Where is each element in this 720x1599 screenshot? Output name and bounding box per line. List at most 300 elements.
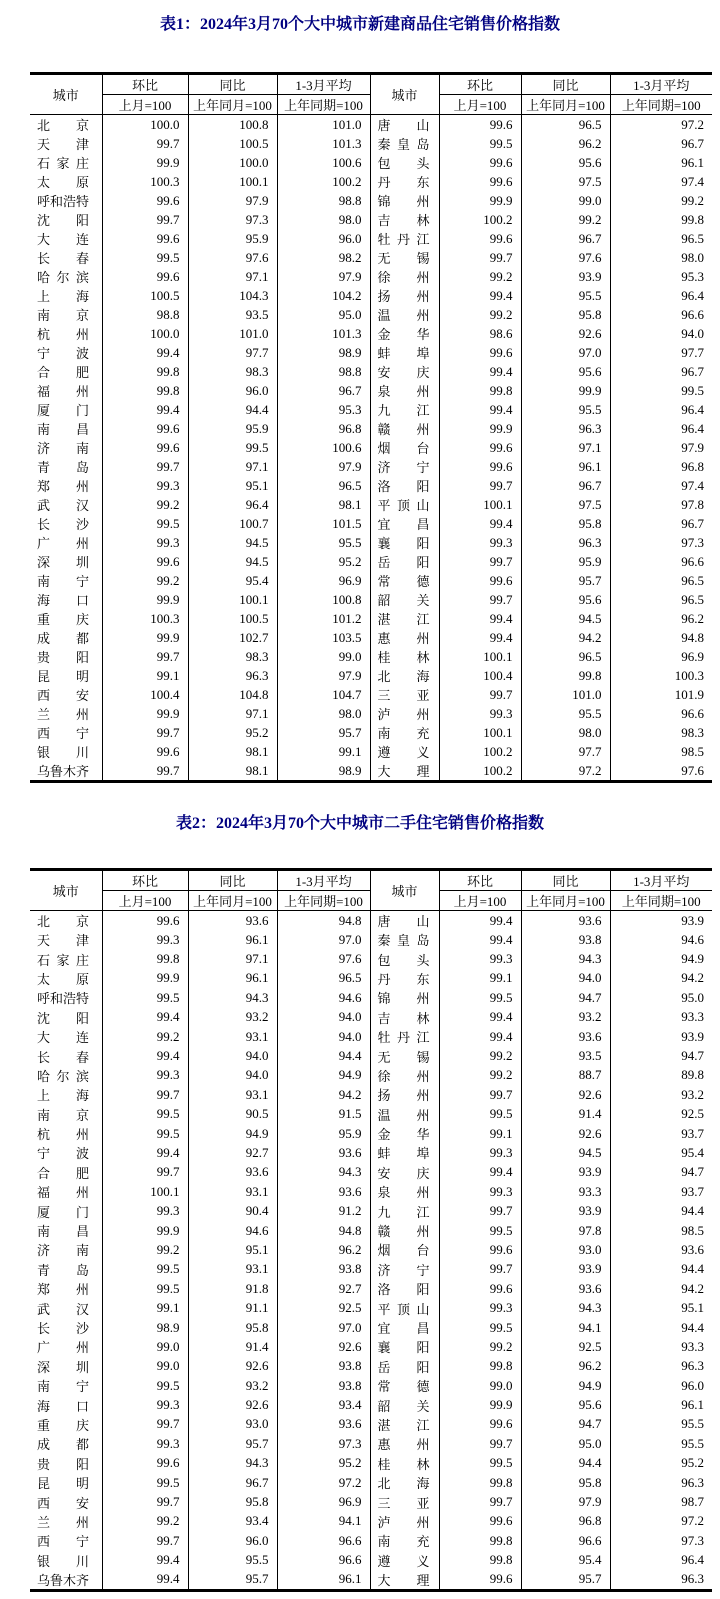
column-header-avg: 1-3月平均 [610,74,712,95]
value-cell: 99.9 [102,628,188,647]
value-cell: 99.4 [439,628,521,647]
value-cell: 98.8 [277,362,370,381]
value-cell: 99.7 [439,685,521,704]
value-cell: 94.5 [188,552,277,571]
value-cell: 99.2 [102,1027,188,1046]
city-name: 武汉 [37,498,89,513]
city-name: 牡丹江 [377,1030,430,1046]
table-row [30,1046,712,1065]
value-cell: 96.2 [610,609,712,628]
city-cell [370,381,439,400]
city-name: 厦门 [37,1204,89,1220]
city-name: 福州 [37,384,89,399]
value-cell: 99.6 [439,115,521,135]
value-cell: 100.3 [102,609,188,628]
city-name: 包头 [377,156,430,171]
value-cell: 100.1 [439,647,521,666]
value-cell: 93.2 [188,1008,277,1027]
table-row [30,1008,712,1027]
value-cell: 99.9 [102,704,188,723]
value-cell: 99.8 [439,1473,521,1492]
value-cell: 99.3 [102,930,188,949]
value-cell: 100.1 [439,723,521,742]
city-name: 南昌 [37,1224,89,1240]
city-name: 大连 [37,232,89,247]
value-cell: 100.8 [188,115,277,135]
value-cell: 95.6 [521,153,610,172]
value-cell: 99.2 [102,571,188,590]
table-row [30,438,712,457]
value-cell: 94.2 [610,1279,712,1298]
value-cell: 99.7 [102,1415,188,1434]
value-cell: 93.2 [521,1008,610,1027]
value-cell: 99.7 [102,457,188,476]
value-cell: 94.9 [188,1124,277,1143]
value-cell: 99.9 [439,1395,521,1414]
column-header-mom: 环比 [102,870,188,891]
value-cell: 97.3 [610,533,712,552]
value-cell: 99.6 [439,457,521,476]
city-cell [30,115,102,135]
table-row [30,969,712,988]
value-cell: 95.1 [610,1298,712,1317]
value-cell: 96.3 [521,419,610,438]
value-cell: 94.8 [277,911,370,931]
value-cell: 94.0 [277,1008,370,1027]
city-name: 徐州 [377,270,430,285]
city-cell [370,1105,439,1124]
column-header-avg-base: 上年同期=100 [610,891,712,911]
value-cell: 99.9 [102,590,188,609]
city-cell [370,911,439,931]
value-cell: 94.9 [610,949,712,968]
city-name: 扬州 [377,289,430,304]
value-cell: 96.3 [188,666,277,685]
value-cell: 93.3 [521,1182,610,1201]
value-cell: 94.4 [277,1046,370,1065]
city-cell [30,969,102,988]
city-cell [370,1357,439,1376]
table-row [30,324,712,343]
column-header-city: 城市 [30,74,102,115]
value-cell: 96.7 [277,381,370,400]
value-cell: 95.5 [610,1415,712,1434]
city-name: 南充 [377,726,430,741]
city-name: 长沙 [37,517,89,532]
value-cell: 99.8 [102,362,188,381]
city-cell [370,438,439,457]
value-cell: 99.7 [439,1260,521,1279]
city-cell [30,457,102,476]
value-cell: 99.6 [102,438,188,457]
value-cell: 98.9 [277,343,370,362]
city-name: 青岛 [37,1262,89,1278]
table-row [30,590,712,609]
value-cell: 99.5 [439,988,521,1007]
city-name: 惠州 [377,1437,430,1453]
city-cell [370,286,439,305]
value-cell: 104.2 [277,286,370,305]
value-cell: 100.1 [102,1182,188,1201]
value-cell: 99.7 [102,134,188,153]
value-cell: 99.3 [102,1434,188,1453]
city-name: 赣州 [377,1224,430,1240]
value-cell: 93.1 [188,1085,277,1104]
city-cell [370,305,439,324]
city-cell [30,571,102,590]
value-cell: 95.5 [277,533,370,552]
column-header-avg-base: 上年同期=100 [610,95,712,115]
city-cell [370,590,439,609]
value-cell: 99.6 [102,911,188,931]
value-cell: 99.1 [439,1124,521,1143]
value-cell: 93.1 [188,1260,277,1279]
value-cell: 93.6 [277,1415,370,1434]
value-cell: 93.1 [188,1027,277,1046]
value-cell: 96.6 [277,1531,370,1550]
value-cell: 94.7 [610,1046,712,1065]
value-cell: 101.3 [277,324,370,343]
value-cell: 99.9 [102,969,188,988]
value-cell: 97.9 [277,666,370,685]
value-cell: 91.2 [277,1201,370,1220]
city-name: 锦州 [377,991,430,1007]
city-name: 三亚 [377,688,430,703]
value-cell: 96.8 [277,419,370,438]
table-row [30,628,712,647]
value-cell: 96.3 [610,1473,712,1492]
value-cell: 96.5 [521,115,610,135]
value-cell: 99.4 [102,343,188,362]
city-cell [370,419,439,438]
value-cell: 98.7 [610,1492,712,1511]
value-cell: 99.1 [102,666,188,685]
table-row [30,381,712,400]
value-cell: 99.9 [439,419,521,438]
value-cell: 93.8 [277,1376,370,1395]
value-cell: 98.3 [188,362,277,381]
value-cell: 98.8 [277,191,370,210]
value-cell: 99.4 [102,1143,188,1162]
table-row [30,1240,712,1259]
column-header-yoy: 同比 [188,74,277,95]
city-cell [370,609,439,628]
value-cell: 96.4 [610,1551,712,1570]
table-row [30,1337,712,1356]
city-cell [370,1279,439,1298]
city-name: 大理 [377,1572,430,1588]
city-name: 重庆 [37,612,89,627]
city-name: 济宁 [377,460,430,475]
value-cell: 96.9 [610,647,712,666]
city-name: 丹东 [377,175,430,190]
value-cell: 98.1 [188,761,277,782]
second-hand-homes-price-index-table [30,868,712,1592]
value-cell: 95.4 [188,571,277,590]
column-header-mom-base: 上月=100 [102,95,188,115]
value-cell: 92.7 [277,1279,370,1298]
city-cell [370,229,439,248]
value-cell: 99.8 [102,381,188,400]
city-name: 长春 [37,1049,89,1065]
value-cell: 95.7 [277,723,370,742]
value-cell: 99.6 [439,1279,521,1298]
city-cell [30,628,102,647]
table-row [30,1085,712,1104]
value-cell: 89.8 [610,1066,712,1085]
value-cell: 95.7 [521,571,610,590]
city-name: 成都 [37,631,89,646]
table-row [30,286,712,305]
column-header-mom-base: 上月=100 [439,891,521,911]
value-cell: 93.6 [521,911,610,931]
city-name: 泉州 [377,384,430,399]
value-cell: 94.5 [521,1143,610,1162]
value-cell: 99.5 [102,1473,188,1492]
city-cell [30,1473,102,1492]
value-cell: 99.5 [102,248,188,267]
table2-title: 表2：2024年3月70个大中城市二手住宅销售价格指数 [175,815,544,832]
value-cell: 96.8 [521,1512,610,1531]
city-name: 北海 [377,669,430,684]
column-header-yoy: 同比 [521,74,610,95]
city-name: 深圳 [37,1359,89,1375]
city-name: 岳阳 [377,1359,430,1375]
value-cell: 99.5 [102,1376,188,1395]
table-row [30,457,712,476]
table1-title: 表1：2024年3月70个大中城市新建商品住宅销售价格指数 [159,16,560,33]
city-cell [370,647,439,666]
value-cell: 94.1 [521,1318,610,1337]
city-cell [30,419,102,438]
city-name: 贵阳 [37,1456,89,1472]
value-cell: 99.6 [102,742,188,761]
value-cell: 98.9 [277,761,370,782]
value-cell: 95.9 [521,552,610,571]
value-cell: 94.4 [610,1318,712,1337]
city-name: 宜昌 [377,517,430,532]
city-name: 安庆 [377,1165,430,1181]
city-name: 兰州 [37,1514,89,1530]
city-name: 西宁 [37,1534,89,1550]
value-cell: 96.6 [610,552,712,571]
value-cell: 99.7 [439,1434,521,1453]
city-name: 青岛 [37,460,89,475]
value-cell: 95.0 [277,305,370,324]
value-cell: 99.0 [439,1376,521,1395]
value-cell: 99.0 [102,1337,188,1356]
value-cell: 96.1 [188,930,277,949]
city-cell [370,1163,439,1182]
city-name: 南宁 [37,1379,89,1395]
city-cell [30,1551,102,1570]
city-name: 温州 [377,1107,430,1123]
value-cell: 96.0 [188,1531,277,1550]
city-name: 呼和浩特 [37,991,90,1007]
city-cell [30,552,102,571]
city-name: 太原 [37,175,89,190]
city-cell [30,1066,102,1085]
city-cell [370,134,439,153]
city-name: 九江 [377,1204,430,1220]
value-cell: 94.2 [277,1085,370,1104]
city-cell [30,1454,102,1473]
new-homes-price-index-table [30,72,712,783]
value-cell: 99.4 [439,930,521,949]
value-cell: 99.2 [439,1337,521,1356]
city-cell [370,1337,439,1356]
city-cell [370,495,439,514]
table-row [30,1066,712,1085]
value-cell: 99.4 [439,911,521,931]
table-row [30,571,712,590]
city-cell [30,1085,102,1104]
value-cell: 99.4 [102,1551,188,1570]
value-cell: 97.7 [521,742,610,761]
city-cell [30,1434,102,1453]
column-header-avg: 1-3月平均 [277,74,370,95]
value-cell: 98.1 [188,742,277,761]
table-row [30,1376,712,1395]
value-cell: 98.0 [277,704,370,723]
table-row [30,1434,712,1453]
value-cell: 95.7 [188,1434,277,1453]
value-cell: 99.3 [439,1298,521,1317]
value-cell: 94.9 [277,1066,370,1085]
column-header-mom: 环比 [439,870,521,891]
city-cell [30,1027,102,1046]
city-cell [370,628,439,647]
value-cell: 94.4 [188,400,277,419]
city-name: 唐山 [377,914,430,929]
value-cell: 103.5 [277,628,370,647]
value-cell: 99.4 [439,400,521,419]
city-name: 济南 [37,1243,89,1259]
city-name: 吉林 [377,213,430,228]
city-name: 合肥 [37,365,89,380]
value-cell: 95.7 [521,1570,610,1591]
value-cell: 96.4 [610,286,712,305]
column-header-city: 城市 [370,74,439,115]
value-cell: 96.3 [610,1357,712,1376]
value-cell: 96.0 [188,381,277,400]
value-cell: 93.5 [188,305,277,324]
table-row [30,761,712,782]
city-cell [370,1046,439,1065]
city-cell [370,1454,439,1473]
city-name: 遵义 [377,1553,430,1569]
city-name: 太原 [37,971,89,987]
value-cell: 100.3 [102,172,188,191]
value-cell: 95.4 [610,1143,712,1162]
city-cell [30,988,102,1007]
value-cell: 99.7 [439,1085,521,1104]
value-cell: 94.0 [277,1027,370,1046]
value-cell: 96.1 [188,969,277,988]
city-cell [30,1395,102,1414]
city-cell [370,172,439,191]
value-cell: 97.1 [188,704,277,723]
value-cell: 96.9 [277,1492,370,1511]
table-row [30,1454,712,1473]
column-header-avg: 1-3月平均 [277,870,370,891]
value-cell: 100.1 [439,495,521,514]
value-cell: 93.2 [188,1376,277,1395]
city-name: 南昌 [37,422,89,437]
city-cell [30,400,102,419]
city-cell [30,1279,102,1298]
city-name: 常德 [377,1379,430,1395]
city-cell [30,723,102,742]
city-cell [370,1240,439,1259]
city-name: 吉林 [377,1010,430,1026]
value-cell: 104.3 [188,286,277,305]
value-cell: 99.5 [102,988,188,1007]
value-cell: 99.8 [439,381,521,400]
city-cell [30,704,102,723]
value-cell: 99.3 [439,1182,521,1201]
column-header-yoy-base: 上年同月=100 [188,891,277,911]
table-row [30,911,712,931]
city-name: 乌鲁木齐 [37,764,90,779]
value-cell: 99.1 [102,1298,188,1317]
column-header-yoy: 同比 [188,870,277,891]
city-cell [30,134,102,153]
value-cell: 99.4 [102,1570,188,1591]
value-cell: 99.9 [521,381,610,400]
value-cell: 99.6 [439,438,521,457]
value-cell: 93.6 [521,1027,610,1046]
table-row [30,1551,712,1570]
city-cell [30,1008,102,1027]
city-name: 天津 [37,137,89,152]
table-row [30,949,712,968]
value-cell: 95.8 [521,1473,610,1492]
city-cell [30,1357,102,1376]
value-cell: 100.0 [188,153,277,172]
city-cell [30,1182,102,1201]
table-row [30,362,712,381]
value-cell: 94.3 [521,949,610,968]
value-cell: 94.4 [521,1454,610,1473]
city-cell [370,248,439,267]
value-cell: 97.0 [277,1318,370,1337]
value-cell: 99.5 [439,1221,521,1240]
city-name: 大连 [37,1030,89,1046]
value-cell: 97.1 [188,949,277,968]
city-cell [30,495,102,514]
value-cell: 95.0 [610,988,712,1007]
value-cell: 88.7 [521,1066,610,1085]
city-cell [370,1531,439,1550]
city-name: 西安 [37,1495,89,1511]
value-cell: 95.1 [188,476,277,495]
city-name: 温州 [377,308,430,323]
value-cell: 94.8 [610,628,712,647]
table-row [30,1298,712,1317]
table-row [30,723,712,742]
value-cell: 95.0 [521,1434,610,1453]
value-cell: 99.4 [439,362,521,381]
city-name: 九江 [377,403,430,418]
value-cell: 92.7 [188,1143,277,1162]
city-cell [370,988,439,1007]
value-cell: 99.3 [439,533,521,552]
value-cell: 97.1 [521,438,610,457]
city-cell [30,248,102,267]
value-cell: 92.6 [188,1395,277,1414]
value-cell: 91.8 [188,1279,277,1298]
